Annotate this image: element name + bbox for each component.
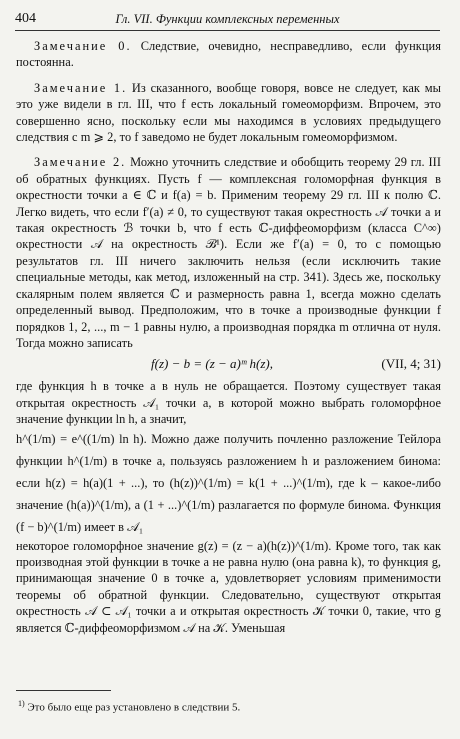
remark-1-label: Замечание 1. — [34, 80, 128, 95]
footnote-marker: 1) — [18, 699, 25, 708]
remark-1 — [16, 80, 441, 146]
display-formula — [16, 356, 441, 375]
equation-number: (VII, 4; 31) — [381, 356, 441, 372]
remark-0-label: Замечание 0. — [34, 39, 132, 53]
continuation-text-b: h^(1/m) = e^((1/m) ln h). Можно даже получить почленно разложение Тейлора функции h^(1/m) в точке a, пользуясь разложением h и разложением бинома: если h(z) = h(a)(1 + ...), то (h(z))^(1/m) = k(1 + ...)^(1/m), где k – какое-либо значение (h(a))^(1/m), а (1 + ...)^(1/m) разлагается по формуле бинома. Функция (f − b)^(1/m) имеет в 𝒜₁ — [16, 431, 441, 534]
remark-2-label: Замечание 2. — [34, 155, 127, 170]
footnote-divider — [16, 690, 111, 691]
page-header — [15, 10, 440, 31]
footnote-text: Это было еще раз установлено в следствии 5. — [24, 701, 241, 714]
continuation-text-a: где функция h в точке a в нуль не обращается. Поэтому существует такая открытая окрестность 𝒜₁ точки a, в которой можно выбрать голоморфное значение функции ln h, а значит, — [16, 379, 441, 427]
formula-expression: f(z) − b = (z − a)ᵐ h(z), — [151, 356, 274, 372]
page-body — [16, 38, 441, 636]
footnote — [18, 697, 440, 715]
remark-1-text: Из сказанного, вообще говоря, вовсе не следует, как мы это уже видели в гл. III, что f есть локальный гомеоморфизм. Впрочем, это совершенно ясно, поскольку если мы находимся в условиях предыдущего следствия с m ⩾ 2, то f заведомо не будет локальным гомеоморфизмом. — [16, 80, 441, 145]
continuation-text-c: некоторое голоморфное значение g(z) = (z − a)(h(z))^(1/m). Кроме того, так как производная этой функции в точке a не равна нулю (она равна k), то функция g, принимающая значение 0 в точке a, удовлетворяет условиям применимости теоремы об обратной функции. Следовательно, существуют открытая окрестность 𝒜 ⊂ 𝒜₁ точки a и открытая окрестность 𝒦 точки 0, такие, что g является ℂ-диффеоморфизмом 𝒜 на 𝒦. Уменьшая — [16, 538, 441, 635]
running-title: Гл. VII. Функции комплексных переменных — [115, 12, 340, 26]
remark-0-text: Следствие, очевидно, несправедливо, если функция постоянна. — [16, 39, 441, 70]
remark-0 — [16, 38, 441, 71]
remark-2-text: Можно уточнить следствие и обобщить теорему 29 гл. III об обратных функциях. Пусть f — комплексная голоморфная функция в окрестности точки a ∈ ℂ и f(a) = b. Применим теорему 29 гл. III к полю ℂ. Легко видеть, что если f′(a) ≠ 0, то существуют такая окрестность 𝒜 точки a и такая окрестность ℬ точки b, что f есть ℂ-диффеоморфизм (класса C^∞) окрестности 𝒜 на окрестность ℬ¹). Если же f′(a) = 0, то с помощью результатов гл. III ничего заключить нельзя (если исключить такие специальные методы, как метод, изложенный на стр. 341). Здесь же, поскольку скалярным полем является ℂ и размерность равна 1, всегда можно сделать определенный вывод. Предположим, что в точке a производные функции f порядков 1, 2, ..., m − 1 равны нулю, а производная порядка m отлична от нуля. Тогда можно записать — [16, 155, 442, 350]
page-number: 404 — [15, 11, 36, 26]
remark-2 — [16, 154, 441, 351]
